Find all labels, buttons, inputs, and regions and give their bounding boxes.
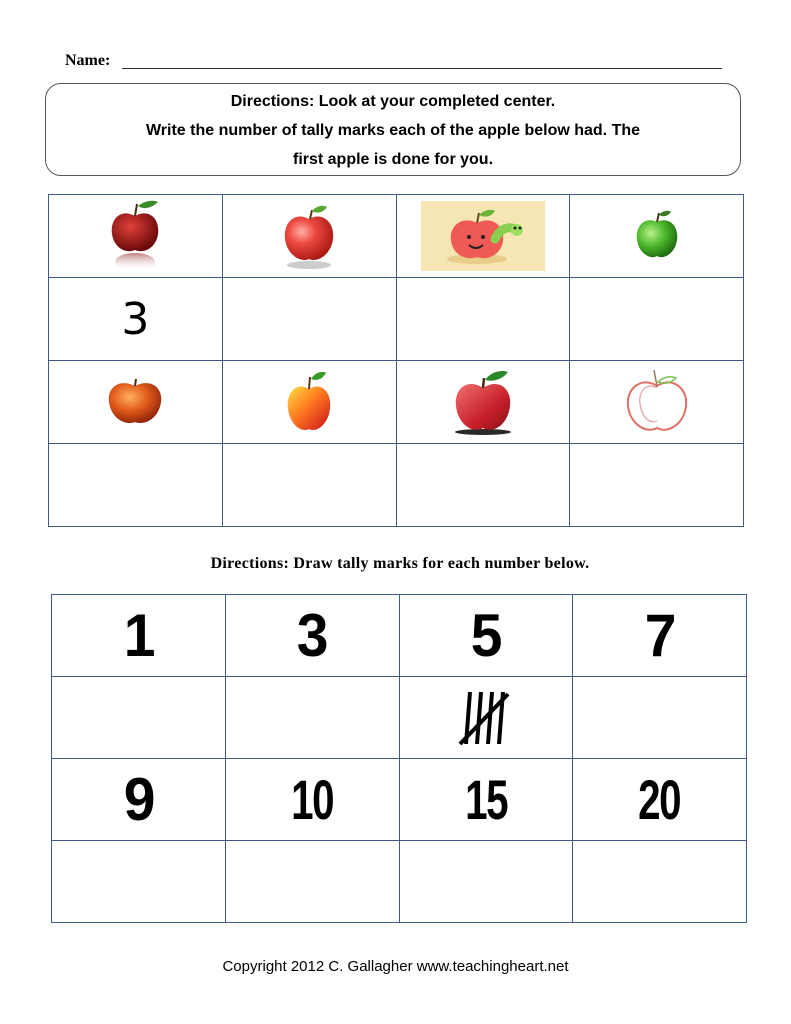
tally-mark xyxy=(477,692,481,744)
apple-cell-2 xyxy=(222,195,396,278)
outline-apple-icon xyxy=(620,364,694,440)
tally-answer-cell[interactable] xyxy=(225,841,399,923)
yellow-red-apple-icon xyxy=(282,367,336,437)
number-cell xyxy=(225,759,399,841)
number-cell xyxy=(52,595,226,677)
name-line[interactable] xyxy=(122,68,722,69)
apple-answer-value: 3 xyxy=(121,293,150,345)
apple-answer-cell[interactable] xyxy=(396,444,570,527)
tally-number: 15 xyxy=(464,768,507,831)
apple-image-row xyxy=(49,195,744,278)
dark-red-apple-icon xyxy=(100,198,170,274)
tally-marks-example xyxy=(456,686,516,750)
directions-tally: Directions: Draw tally marks for each number below. xyxy=(210,555,590,572)
tally-number: 1 xyxy=(123,602,154,669)
number-cell xyxy=(573,595,747,677)
tally-number: 9 xyxy=(123,766,154,833)
apple-cell-4 xyxy=(570,195,744,278)
number-cell xyxy=(573,759,747,841)
name-label: Name: xyxy=(65,52,111,69)
tally-answer-cell[interactable] xyxy=(573,841,747,923)
tally-table xyxy=(51,594,747,923)
apple-cell-8 xyxy=(570,361,744,444)
apple-answer-cell[interactable] xyxy=(570,444,744,527)
directions-line-2: Write the number of tally marks each of the apple below had. The xyxy=(145,122,641,139)
apple-answer-row-1 xyxy=(49,278,744,361)
apple-cell-3 xyxy=(396,195,570,278)
apple-with-worm-icon xyxy=(421,201,545,271)
apple-cell-1 xyxy=(49,195,223,278)
green-apple-icon xyxy=(631,208,683,264)
cartoon-red-apple-icon xyxy=(448,366,518,438)
apple-answer-cell[interactable] xyxy=(570,278,744,361)
tally-number: 5 xyxy=(470,602,501,669)
apple-answer-row-2 xyxy=(49,444,744,527)
tally-number: 10 xyxy=(291,768,334,831)
tally-answer-row-1 xyxy=(52,677,747,759)
directions-box xyxy=(45,83,741,176)
apple-cell-7 xyxy=(396,361,570,444)
tally-number: 3 xyxy=(297,602,328,669)
apple-image-row xyxy=(49,361,744,444)
number-row-2 xyxy=(52,759,747,841)
number-cell xyxy=(225,595,399,677)
tally-number: 7 xyxy=(644,602,675,669)
apple-table xyxy=(48,194,744,527)
tally-answer-cell[interactable] xyxy=(399,841,573,923)
copyright-footer: Copyright 2012 C. Gallagher www.teachingheart.net xyxy=(222,958,569,975)
number-cell xyxy=(399,759,573,841)
number-cell xyxy=(399,595,573,677)
shiny-red-apple-icon xyxy=(277,201,341,271)
apple-answer-cell[interactable] xyxy=(396,278,570,361)
directions-line-1: Directions: Look at your completed center. xyxy=(230,93,556,110)
orange-red-apple-icon xyxy=(103,374,167,430)
tally-number: 20 xyxy=(638,768,681,831)
tally-answer-cell[interactable] xyxy=(573,677,747,759)
apple-answer-cell[interactable] xyxy=(49,444,223,527)
tally-answer-cell[interactable] xyxy=(399,677,573,759)
tally-answer-row-2 xyxy=(52,841,747,923)
apple-answer-cell[interactable] xyxy=(222,278,396,361)
number-cell xyxy=(52,759,226,841)
tally-answer-cell[interactable] xyxy=(225,677,399,759)
tally-mark xyxy=(488,692,492,744)
tally-answer-cell[interactable] xyxy=(52,841,226,923)
apple-cell-5 xyxy=(49,361,223,444)
apple-answer-cell[interactable] xyxy=(49,278,223,361)
directions-line-3: first apple is done for you. xyxy=(292,151,494,168)
apple-answer-cell[interactable] xyxy=(222,444,396,527)
name-row xyxy=(65,50,722,72)
tally-answer-cell[interactable] xyxy=(52,677,226,759)
number-row-1 xyxy=(52,595,747,677)
apple-cell-6 xyxy=(222,361,396,444)
